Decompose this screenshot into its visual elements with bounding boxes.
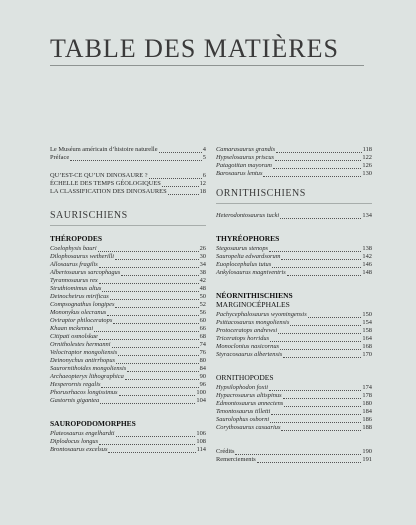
toc-entry-page: 104 <box>196 397 206 404</box>
dot-leader <box>115 307 198 308</box>
dot-leader <box>168 194 199 195</box>
dot-leader <box>98 251 199 252</box>
dot-leader <box>270 341 361 342</box>
toc-entry-title: Stegosaurus stenops <box>216 245 269 252</box>
toc-entry[interactable] <box>50 317 206 325</box>
toc-entry-page: 90 <box>199 373 206 380</box>
toc-entry[interactable] <box>50 269 206 277</box>
toc-entry[interactable] <box>50 365 206 373</box>
section-ornithischiens: ORNITHISCHIENS <box>216 188 306 199</box>
dot-leader <box>112 347 199 348</box>
toc-entry-title: Edmontosaurus annectens <box>216 400 284 407</box>
toc-entry-title: Mononykus olecranus <box>50 309 107 316</box>
toc-entry[interactable] <box>50 188 206 196</box>
toc-entry[interactable] <box>50 245 206 253</box>
toc-entry-title: Saurornithoides mongoliensis <box>50 365 127 372</box>
dot-leader <box>94 331 198 332</box>
toc-entry[interactable] <box>50 285 206 293</box>
toc-entry-title: Deinonychus antirrhopus <box>50 357 116 364</box>
toc-entry-title: Le Muséum américain d’histoire naturelle <box>50 146 158 153</box>
toc-entry-page: 184 <box>362 408 372 415</box>
toc-entry[interactable] <box>50 180 206 188</box>
dot-leader <box>280 218 361 219</box>
right-column <box>216 146 372 464</box>
toc-entry-page: 68 <box>199 333 206 340</box>
toc-entry-title: Gastornis gigantea <box>50 397 100 404</box>
toc-entry-title: Khaan mckennai <box>50 325 94 332</box>
toc-entry[interactable] <box>216 456 372 464</box>
toc-entry-page: 5 <box>202 154 206 161</box>
toc-entry-title: ÉCHELLE DES TEMPS GÉOLOGIQUES <box>50 180 161 187</box>
dot-leader <box>263 176 361 177</box>
toc-entry-page: 158 <box>362 327 372 334</box>
toc-entry-title: Citipati osmolskae <box>50 333 98 340</box>
toc-entry-title: Brontosaurus excelsus <box>50 446 108 453</box>
toc-entry[interactable] <box>216 319 372 327</box>
dot-leader <box>287 275 362 276</box>
dot-leader <box>101 387 198 388</box>
heading-sauropodomorphes: SAUROPODOMORPHES <box>50 419 136 428</box>
toc-entry[interactable] <box>50 154 206 162</box>
toc-entry-title: Deinocheirus mirificus <box>50 293 109 300</box>
toc-entry[interactable] <box>216 269 372 277</box>
heading-neornithischiens: NÉORNITHISCHIENS <box>216 291 293 300</box>
toc-entry-title: QU’EST-CE QU’UN DINOSAURE ? <box>50 172 148 179</box>
section-saurischiens: SAURISCHIENS <box>50 210 128 221</box>
heading-thyreophores: THYRÉOPHORES <box>216 234 280 243</box>
left-column <box>50 146 206 454</box>
toc-entry-page: 84 <box>199 365 206 372</box>
toc-entry[interactable] <box>216 146 372 154</box>
toc-entry-page: 18 <box>199 188 206 195</box>
toc-entry[interactable] <box>50 333 206 341</box>
dot-leader <box>118 355 198 356</box>
dot-leader <box>269 251 361 252</box>
dot-leader <box>290 325 361 326</box>
intro-list <box>50 146 206 162</box>
toc-entry-page: 168 <box>362 343 372 350</box>
toc-entry[interactable] <box>216 416 372 424</box>
toc-entry[interactable] <box>50 146 206 154</box>
dot-leader <box>115 259 199 260</box>
intro2-list <box>50 172 206 196</box>
theropodes-list <box>50 245 206 405</box>
toc-entry[interactable] <box>50 389 206 397</box>
toc-entry-page: 142 <box>362 253 372 260</box>
heading-ornithopodes: ORNITHOPODES <box>216 373 274 382</box>
toc-entry[interactable] <box>50 381 206 389</box>
toc-entry-page: 191 <box>362 456 372 463</box>
dot-leader <box>272 267 361 268</box>
dot-leader <box>273 168 361 169</box>
toc-entry[interactable] <box>50 277 206 285</box>
toc-entry[interactable] <box>50 341 206 349</box>
dot-leader <box>113 323 198 324</box>
toc-entry-title: Monoclonius nasicornus <box>216 343 280 350</box>
toc-entry[interactable] <box>50 293 206 301</box>
toc-entry-title: Protoceratops andrewsi <box>216 327 278 334</box>
dot-leader <box>108 452 195 453</box>
toc-entry[interactable] <box>216 245 372 253</box>
toc-entry-title: LA CLASSIFICATION DES DINOSAURES <box>50 188 167 195</box>
dot-leader <box>235 454 361 455</box>
dot-leader <box>278 333 361 334</box>
toc-entry[interactable] <box>216 408 372 416</box>
end-list <box>216 448 372 464</box>
dot-leader <box>281 259 361 260</box>
toc-entry-page: 170 <box>362 351 372 358</box>
toc-entry-page: 38 <box>199 269 206 276</box>
toc-entry-title: Allosaurus fragilis <box>50 261 98 268</box>
dot-leader <box>284 406 361 407</box>
toc-entry-page: 130 <box>362 170 372 177</box>
section-rule <box>50 225 206 226</box>
toc-entry-title: Phorusrhacos longissimus <box>50 389 118 396</box>
toc-entry-title: Diplodocus longus <box>50 438 99 445</box>
toc-entry-title: Hesperornis regalis <box>50 381 101 388</box>
toc-entry-title: Crédits <box>216 448 235 455</box>
dot-leader <box>283 398 362 399</box>
toc-entry[interactable] <box>216 335 372 343</box>
dot-leader <box>159 152 202 153</box>
toc-entry-page: 164 <box>362 335 372 342</box>
toc-entry-page: 80 <box>199 357 206 364</box>
section-rule-2 <box>216 203 372 204</box>
toc-entry-page: 134 <box>362 212 372 219</box>
toc-entry[interactable] <box>216 327 372 335</box>
toc-entry-title: Tenontosaurus tilletti <box>216 408 271 415</box>
dot-leader <box>149 178 202 179</box>
page-title: TABLE DES MATIÈRES <box>50 34 339 63</box>
toc-entry-page: 34 <box>199 261 206 268</box>
toc-entry-page: 30 <box>199 253 206 260</box>
toc-entry[interactable] <box>216 170 372 178</box>
toc-entry[interactable] <box>216 424 372 432</box>
dot-leader <box>125 379 199 380</box>
toc-entry[interactable] <box>216 162 372 170</box>
toc-entry[interactable] <box>216 253 372 261</box>
thyreophores-list <box>216 245 372 277</box>
toc-entry-page: 4 <box>202 146 206 153</box>
dot-leader <box>119 395 196 396</box>
toc-entry-title: Saurolophus osborni <box>216 416 270 423</box>
ornithischiens-list <box>216 212 372 220</box>
dot-leader <box>99 339 199 340</box>
dot-leader <box>107 315 198 316</box>
toc-entry[interactable] <box>216 212 372 220</box>
toc-entry-page: 178 <box>362 392 372 399</box>
toc-entry[interactable] <box>50 309 206 317</box>
toc-entry-page: 138 <box>362 245 372 252</box>
toc-entry-page: 114 <box>196 446 206 453</box>
toc-entry[interactable] <box>50 325 206 333</box>
dot-leader <box>281 430 361 431</box>
toc-entry-page: 190 <box>362 448 372 455</box>
dot-leader <box>127 371 198 372</box>
sauropodomorphes-list <box>50 430 206 454</box>
dot-leader <box>70 160 202 161</box>
toc-entry-page: 66 <box>199 325 206 332</box>
heading-marginocephales: MARGINOCÉPHALES <box>216 300 290 309</box>
toc-entry-title: Ankylosaurus magniventris <box>216 269 286 276</box>
dot-leader <box>121 275 198 276</box>
toc-entry-page: 56 <box>199 309 206 316</box>
toc-entry[interactable] <box>216 384 372 392</box>
toc-entry-title: Hypsilophodon foxii <box>216 384 269 391</box>
toc-entry[interactable] <box>50 430 206 438</box>
toc-entry-title: Styracosaurus albertensis <box>216 351 283 358</box>
toc-entry[interactable] <box>216 343 372 351</box>
toc-entry[interactable] <box>216 392 372 400</box>
toc-entry[interactable] <box>216 261 372 269</box>
toc-entry[interactable] <box>216 400 372 408</box>
toc-entry-page: 180 <box>362 400 372 407</box>
dot-leader <box>99 283 199 284</box>
toc-entry[interactable] <box>216 351 372 359</box>
toc-entry[interactable] <box>50 261 206 269</box>
toc-entry[interactable] <box>216 448 372 456</box>
toc-entry-title: Coelophysis bauri <box>50 245 97 252</box>
toc-entry-page: 12 <box>199 180 206 187</box>
toc-entry-title: Plateosaurus engelhardti <box>50 430 115 437</box>
toc-entry-title: Dilophosaurus wetherilli <box>50 253 115 260</box>
dot-leader <box>283 357 361 358</box>
toc-entry-page: 26 <box>199 245 206 252</box>
toc-entry-page: 118 <box>362 146 372 153</box>
toc-entry-title: Ornitholestes hermanni <box>50 341 111 348</box>
toc-entry-page: 108 <box>196 438 206 445</box>
dot-leader <box>100 403 195 404</box>
toc-entry[interactable] <box>50 446 206 454</box>
toc-entry-page: 154 <box>362 319 372 326</box>
toc-entry-page: 6 <box>202 172 206 179</box>
toc-entry-page: 122 <box>362 154 372 161</box>
dot-leader <box>102 291 198 292</box>
toc-entry[interactable] <box>50 357 206 365</box>
toc-entry[interactable] <box>50 349 206 357</box>
toc-entry-page: 50 <box>199 293 206 300</box>
dot-leader <box>270 422 361 423</box>
dot-leader <box>280 349 361 350</box>
toc-entry-page: 96 <box>199 381 206 388</box>
toc-entry-title: Oviraptor philoceratops <box>50 317 113 324</box>
toc-entry-title: Velociraptor mongoliensis <box>50 349 118 356</box>
toc-entry-title: Hypselosaurus priscus <box>216 154 275 161</box>
toc-entry-title: Psittacosaurus mongoliensis <box>216 319 290 326</box>
toc-entry-page: 188 <box>362 424 372 431</box>
dot-leader <box>275 160 361 161</box>
dot-leader <box>99 444 195 445</box>
toc-entry-title: Patagotitan mayorum <box>216 162 272 169</box>
toc-entry-title: Hypacrosaurus altispinus <box>216 392 282 399</box>
toc-entry[interactable] <box>216 154 372 162</box>
toc-entry[interactable] <box>50 301 206 309</box>
toc-entry-title: Triceratops horridus <box>216 335 270 342</box>
toc-entry-page: 48 <box>199 285 206 292</box>
toc-entry-title: Remerciements <box>216 456 256 463</box>
toc-entry-pachycephalosaurus[interactable]: Pachycephalosaurus wyomingensis 150 <box>216 311 372 318</box>
heading-theropodes: THÉROPODES <box>50 234 103 243</box>
dot-leader <box>257 462 362 463</box>
toc-entry-page: 74 <box>199 341 206 348</box>
toc-entry[interactable] <box>50 397 206 405</box>
toc-entry-page: 100 <box>196 389 206 396</box>
toc-entry-title: Tyrannosaurus rex <box>50 277 98 284</box>
toc-entry-page: 146 <box>362 261 372 268</box>
dot-leader <box>99 267 199 268</box>
dot-leader <box>276 152 362 153</box>
title-rule <box>50 65 364 66</box>
toc-entry-title: Compsognathus longipes <box>50 301 115 308</box>
dot-leader <box>269 390 361 391</box>
toc-entry-page: 52 <box>199 301 206 308</box>
toc-entry[interactable] <box>50 172 206 180</box>
toc-entry-title: Euoplocephalus tutus <box>216 261 272 268</box>
toc-entry-page: 76 <box>199 349 206 356</box>
dot-leader <box>271 414 361 415</box>
toc-entry-title: Albertosaurus sarcophagus <box>50 269 121 276</box>
toc-entry-title: Struthiomimus altus <box>50 285 102 292</box>
toc-entry-title: Heterodontosaurus tucki <box>216 212 280 219</box>
toc-entry-page: 174 <box>362 384 372 391</box>
dot-leader <box>162 186 199 187</box>
toc-entry-title: Préface <box>50 154 70 161</box>
ornithopodes-list <box>216 384 372 432</box>
marginocephales-list <box>216 319 372 359</box>
dot-leader <box>110 299 199 300</box>
toc-entry-title: Camarasaurus grandis <box>216 146 276 153</box>
toc-entry-page: 148 <box>362 269 372 276</box>
toc-entry[interactable] <box>50 253 206 261</box>
toc-entry-page: 186 <box>362 416 372 423</box>
toc-entry[interactable] <box>50 438 206 446</box>
dot-leader <box>116 363 199 364</box>
toc-entry-title: Corythosaurus casuarius <box>216 424 281 431</box>
toc-entry-page: 60 <box>199 317 206 324</box>
toc-entry-page: 126 <box>362 162 372 169</box>
dot-leader <box>116 436 196 437</box>
toc-entry-page: 106 <box>196 430 206 437</box>
toc-entry-title: Sauropelta edwardsorum <box>216 253 281 260</box>
toc-entry[interactable] <box>50 373 206 381</box>
toc-entry-page: 42 <box>199 277 206 284</box>
toc-entry-title: Archaeopteryx lithographica <box>50 373 124 380</box>
toc-entry-title: Barosaurus lentus <box>216 170 263 177</box>
top-list <box>216 146 372 178</box>
